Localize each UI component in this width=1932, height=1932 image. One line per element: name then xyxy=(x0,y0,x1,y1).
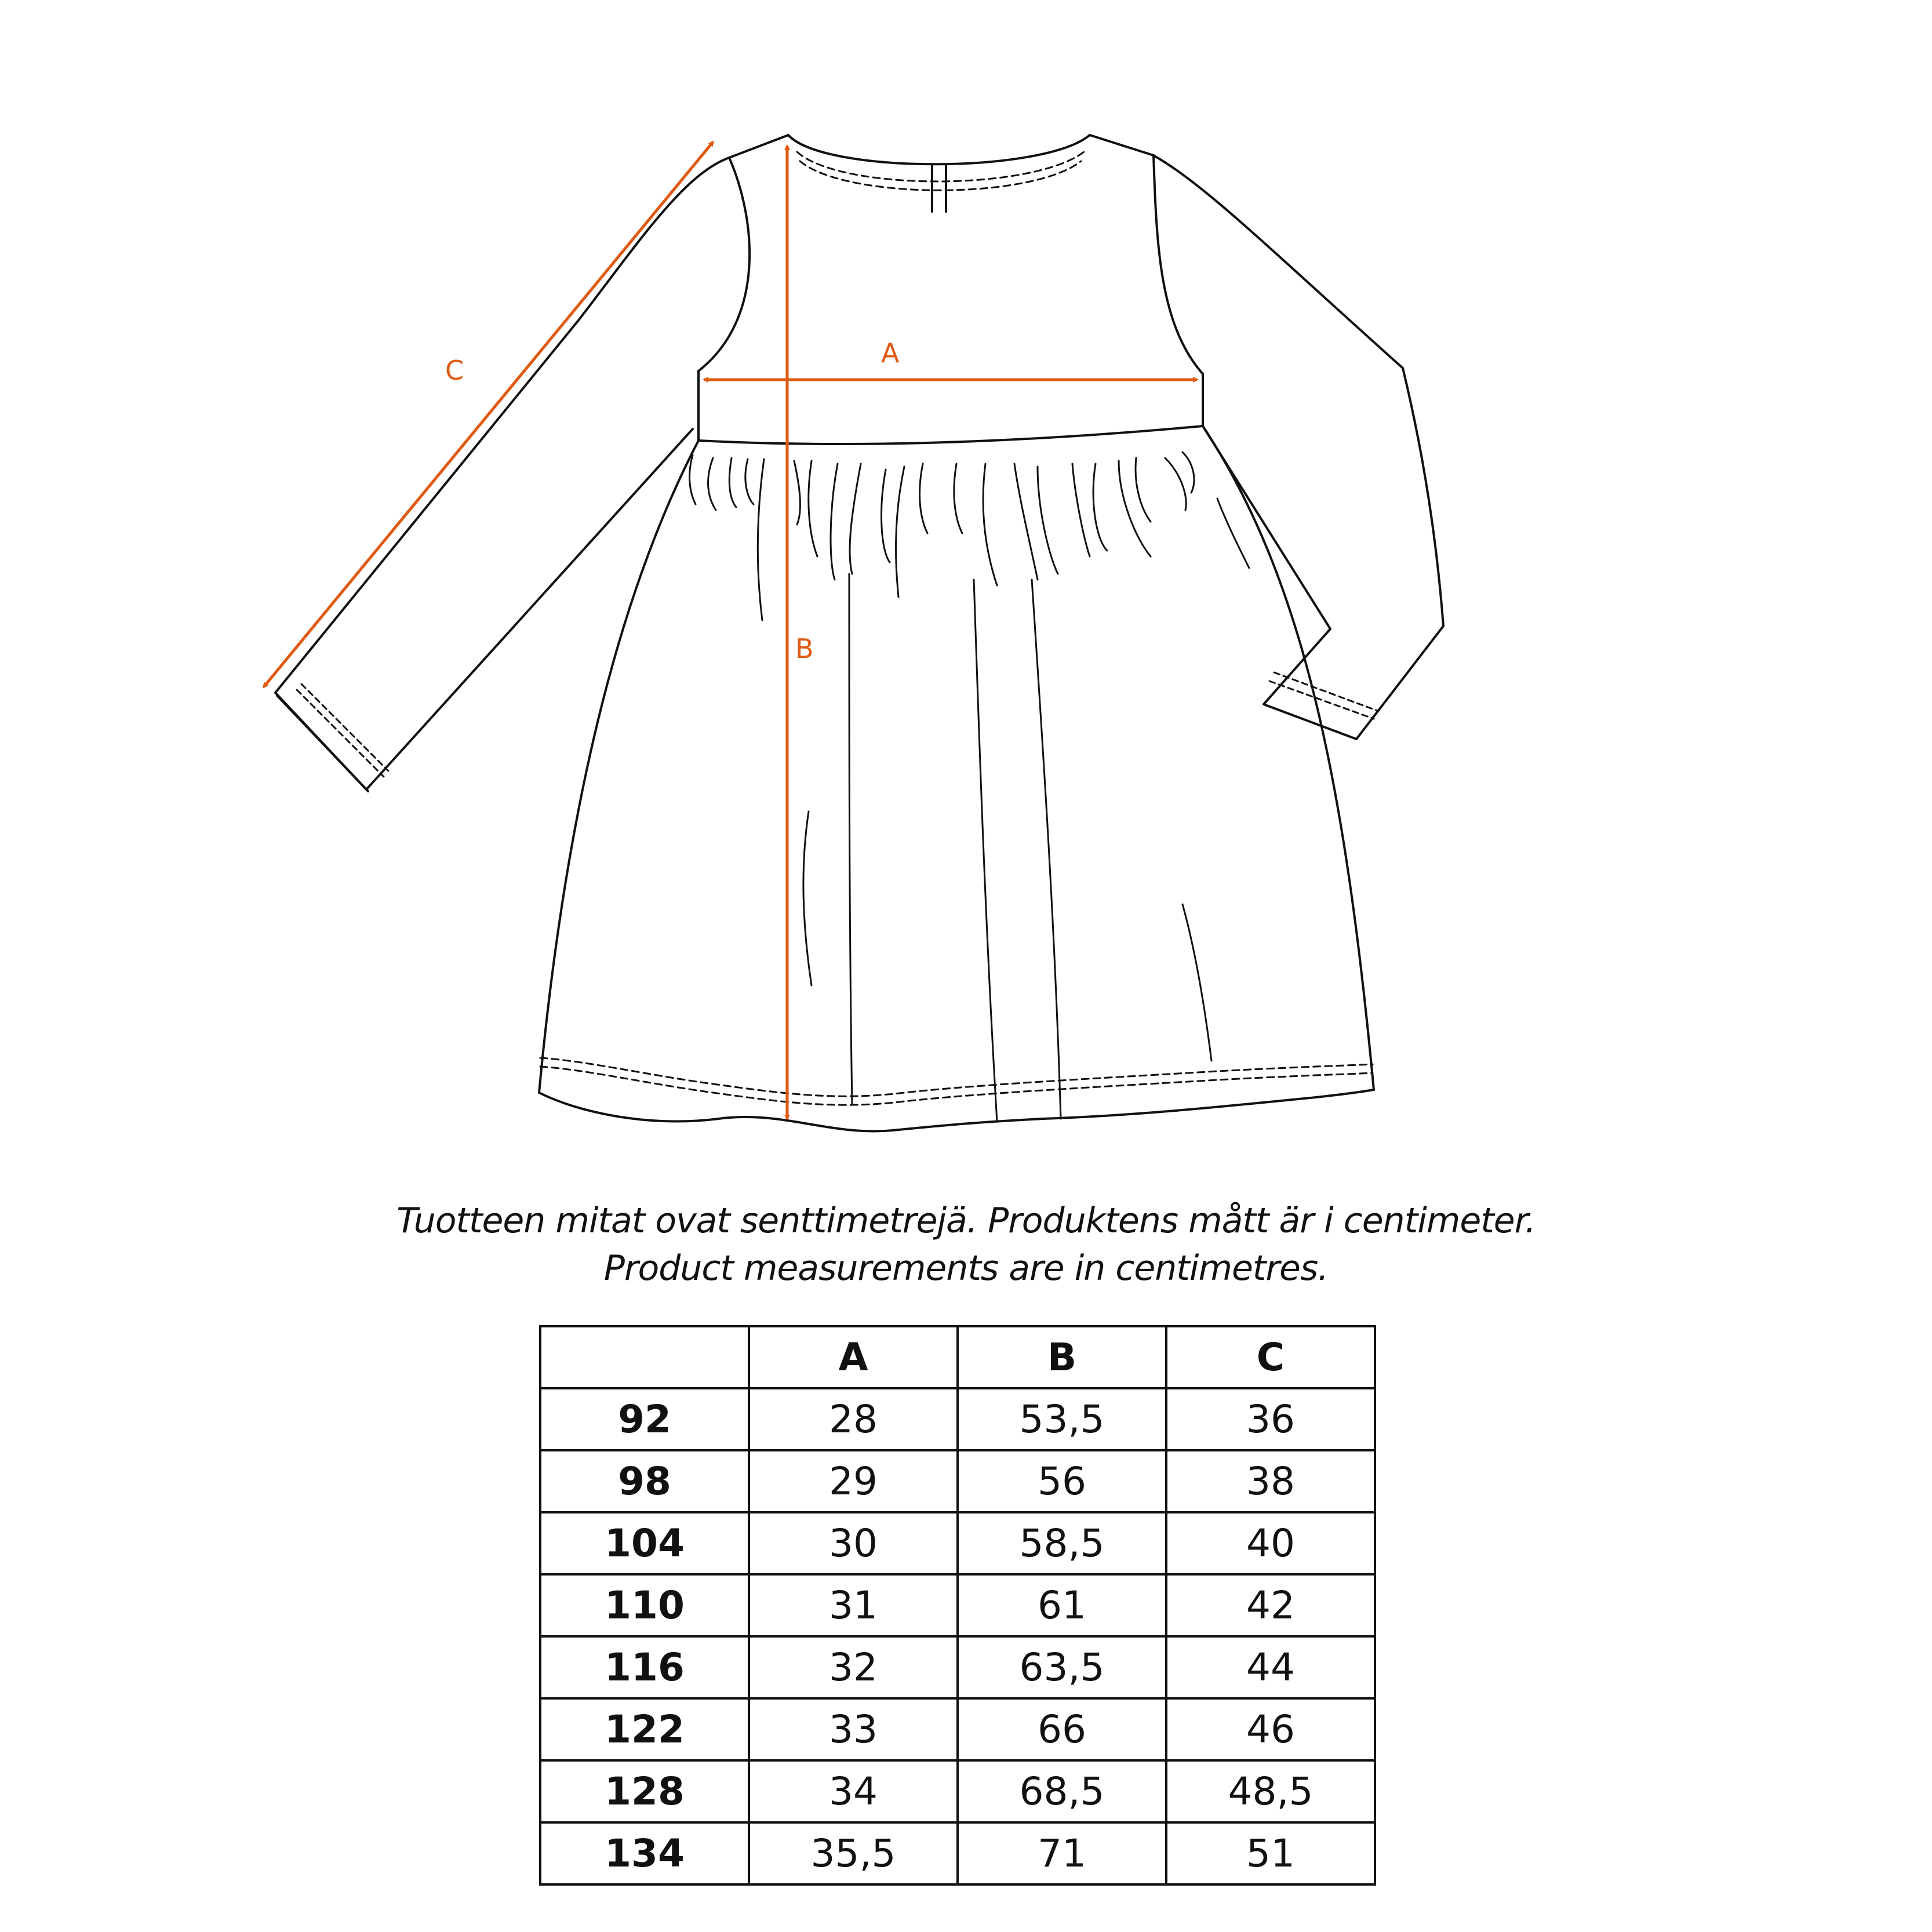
table-row xyxy=(540,1822,1375,1884)
a-cell: 30 xyxy=(749,1512,958,1574)
measurement-arrows xyxy=(264,142,1197,1119)
table-row xyxy=(540,1760,1375,1822)
b-cell: 53,5 xyxy=(958,1388,1166,1450)
b-cell: 71 xyxy=(958,1822,1166,1884)
label-b: B xyxy=(795,633,814,664)
table-row xyxy=(540,1512,1375,1574)
table-header-row xyxy=(540,1326,1375,1388)
caption-line-2: Product measurements are in centimetres. xyxy=(603,1248,1329,1289)
armhole-left xyxy=(698,158,749,371)
table-row xyxy=(540,1636,1375,1698)
a-cell: 33 xyxy=(749,1698,958,1760)
c-cell: 51 xyxy=(1166,1822,1375,1884)
c-cell: 46 xyxy=(1166,1698,1375,1760)
b-cell: 68,5 xyxy=(958,1760,1166,1822)
sleeve-left xyxy=(275,158,729,789)
back-placket xyxy=(932,166,946,212)
hem-stitch-2 xyxy=(540,1067,1373,1105)
skirt-left xyxy=(539,441,698,1093)
shoulder-left xyxy=(729,135,788,158)
sleeve-right xyxy=(1154,155,1443,739)
gather-folds xyxy=(690,452,1249,1122)
neckline xyxy=(788,135,1090,164)
hem-stitch xyxy=(540,1058,1373,1096)
header-c: C xyxy=(1166,1326,1375,1388)
neckline-stitch-2 xyxy=(800,161,1081,190)
a-cell: 35,5 xyxy=(749,1822,958,1884)
caption-line-1: Tuotteen mitat ovat senttimetrejä. Produktens mått är i centimeter. xyxy=(396,1200,1536,1241)
c-cell: 38 xyxy=(1166,1450,1375,1512)
a-cell: 31 xyxy=(749,1574,958,1636)
dress-outline xyxy=(275,135,1443,1131)
measurement-caption xyxy=(0,1197,1932,1292)
header-a: A xyxy=(749,1326,958,1388)
shoulder-right xyxy=(1090,135,1154,155)
size-cell: 122 xyxy=(540,1698,749,1760)
table-row xyxy=(540,1450,1375,1512)
c-cell: 48,5 xyxy=(1166,1760,1375,1822)
size-cell: 128 xyxy=(540,1760,749,1822)
table-row xyxy=(540,1388,1375,1450)
b-cell: 56 xyxy=(958,1450,1166,1512)
table-row xyxy=(540,1574,1375,1636)
size-cell: 116 xyxy=(540,1636,749,1698)
c-cell: 42 xyxy=(1166,1574,1375,1636)
arrow-c xyxy=(264,142,713,687)
c-cell: 44 xyxy=(1166,1636,1375,1698)
size-cell: 104 xyxy=(540,1512,749,1574)
table-row xyxy=(540,1698,1375,1760)
size-cell: 98 xyxy=(540,1450,749,1512)
c-cell: 40 xyxy=(1166,1512,1375,1574)
label-a: A xyxy=(881,337,900,369)
size-cell: 110 xyxy=(540,1574,749,1636)
size-cell: 134 xyxy=(540,1822,749,1884)
sleeve-left-cuff xyxy=(277,696,368,791)
size-table xyxy=(539,1325,1376,1886)
size-cell: 92 xyxy=(540,1388,749,1450)
label-c: C xyxy=(445,355,464,386)
b-cell: 63,5 xyxy=(958,1636,1166,1698)
a-cell: 28 xyxy=(749,1388,958,1450)
b-cell: 58,5 xyxy=(958,1512,1166,1574)
c-cell: 36 xyxy=(1166,1388,1375,1450)
waistband xyxy=(698,371,1203,444)
b-cell: 61 xyxy=(958,1574,1166,1636)
header-size xyxy=(540,1326,749,1388)
b-cell: 66 xyxy=(958,1698,1166,1760)
armhole-right xyxy=(1154,155,1203,374)
a-cell: 32 xyxy=(749,1636,958,1698)
a-cell: 34 xyxy=(749,1760,958,1822)
a-cell: 29 xyxy=(749,1450,958,1512)
header-b: B xyxy=(958,1326,1166,1388)
